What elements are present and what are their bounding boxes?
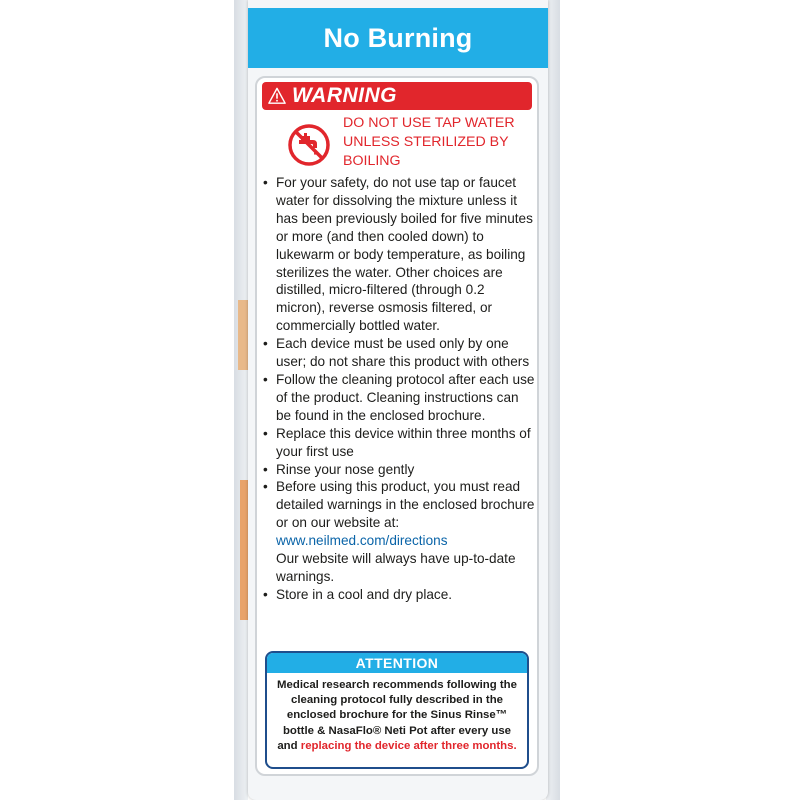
warning-triangle-icon: [268, 87, 286, 105]
list-item: • Each device must be used only by one user; do not share this product with others: [263, 335, 537, 371]
list-item: • Follow the cleaning protocol after each use of the product. Cleaning instructions can be found in the enclosed brochure.: [263, 371, 537, 425]
package-side-left: [234, 0, 248, 800]
attention-highlight: replacing the device after three months.: [300, 739, 517, 752]
banner-title: No Burning: [323, 22, 473, 53]
warning-title: WARNING: [292, 84, 397, 107]
warning-card: [255, 76, 539, 776]
warning-list: [263, 174, 537, 604]
no-tap-water-icon: [287, 123, 331, 167]
tap-water-warning: DO NOT USE TAP WATER UNLESS STERILIZED BY BOILING: [343, 115, 515, 169]
attention-text: Medical research recommends following the cleaning protocol fully described in the enclosed brochure for the Sinus Rinse™ bottle & NasaFlo® Neti Pot after every use and: [277, 679, 517, 752]
website-note: Our website will always have up-to-date warnings.: [276, 551, 516, 584]
package-side-accent: [238, 300, 248, 370]
package-side-accent: [240, 480, 248, 620]
list-item: • For your safety, do not use tap or faucet water for dissolving the mixture unless it has been previously boiled for five minutes or more (and then cooled down) to lukewarm or body temperature, as boiling sterilizes the water. Other choices are distilled, micro-filtered (through 0.2 micron), reverse osmosis filtered, or commercially bottled water.: [263, 174, 537, 335]
package-panel: [248, 0, 548, 800]
attention-title: ATTENTION: [267, 653, 527, 673]
list-item: • Replace this device within three months of your first use: [263, 425, 537, 461]
attention-box: [265, 651, 529, 769]
list-item: • Rinse your nose gently: [263, 461, 537, 479]
package-side-right: [546, 0, 560, 800]
list-item: • Store in a cool and dry place.: [263, 586, 537, 604]
list-item: [263, 478, 537, 585]
top-banner: [248, 8, 548, 68]
warning-header: [262, 82, 532, 110]
attention-body: [267, 673, 527, 754]
list-item-text: Before using this product, you must read detailed warnings in the enclosed brochure or on our website at:: [276, 479, 535, 531]
website-link[interactable]: www.neilmed.com/directions: [276, 533, 448, 549]
